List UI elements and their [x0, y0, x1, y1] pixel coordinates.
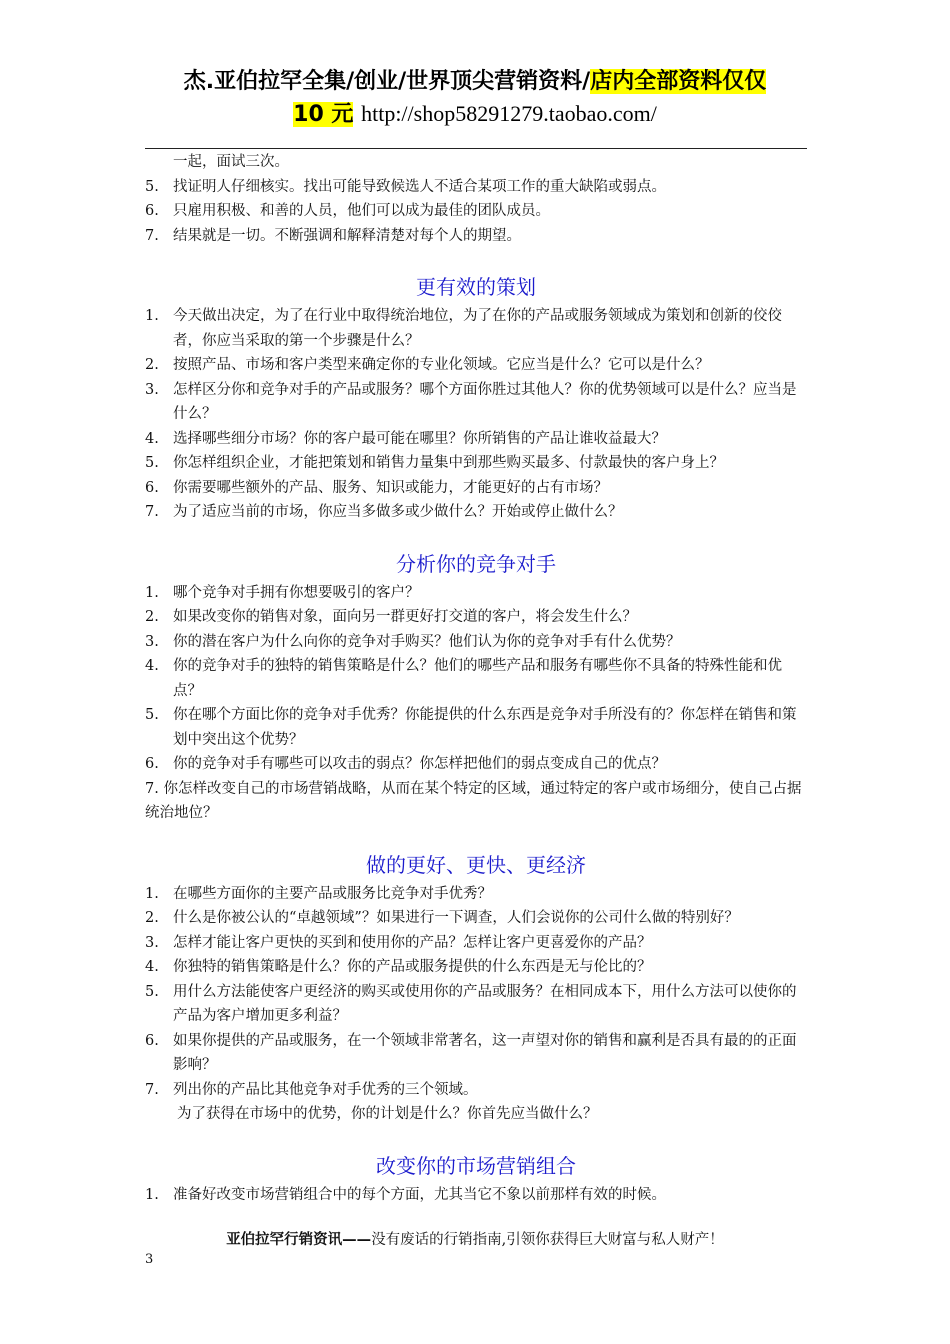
- continued-text: 一起，面试三次。: [173, 154, 289, 170]
- item-number: 4.: [145, 658, 159, 674]
- list-item: [145, 175, 807, 200]
- list-item-paragraph: 7. 你怎样改变自己的市场营销战略，从而在某个特定的区域，通过特定的客户或市场细分，使自己占据统治地位？: [145, 780, 802, 821]
- footer-brand: 亚伯拉罕行销资讯——: [226, 1232, 372, 1248]
- item-text: 你需要哪些额外的产品、服务、知识或能力，才能更好的占有市场？: [173, 479, 608, 496]
- item-number: 4.: [145, 959, 159, 975]
- item-text: 你独特的销售策略是什么？你的产品或服务提供的什么东西是无与伦比的？: [173, 959, 652, 975]
- competitors-list: [145, 581, 807, 826]
- header-title: 杰.亚伯拉罕全集/创业/世界顶尖营销资料/: [183, 69, 591, 94]
- item-text: 按照产品、市场和客户类型来确定你的专业化领域。它应当是什么？它可以是什么？: [173, 357, 710, 373]
- list-item: [145, 304, 807, 353]
- intro-list: [145, 175, 807, 249]
- closing-question: 为了获得在市场中的优势，你的计划是什么？你首先应当做什么？: [177, 1106, 598, 1122]
- item-number: 2.: [145, 609, 159, 625]
- document-body: [145, 150, 807, 1207]
- item-text: 找证明人仔细核实。找出可能导致候选人不适合某项工作的重大缺陷或弱点。: [173, 178, 666, 195]
- list-item: [145, 476, 807, 501]
- item-text: 你的竞争对手的独特的销售策略是什么？他们的哪些产品和服务有哪些你不具备的特殊性能和优点？: [173, 658, 782, 699]
- item-number: 5.: [145, 455, 159, 471]
- list-item: [145, 378, 807, 427]
- item-number: 5.: [145, 178, 159, 195]
- item-text: 你在哪个方面比你的竞争对手优秀？你能提供的什么东西是竞争对手所没有的？你怎样在销售和策划中突出这个优势？: [173, 707, 797, 748]
- page-header: [0, 66, 950, 131]
- header-price: 10 元: [293, 102, 354, 127]
- item-text: 什么是你被公认的“卓越领域”？如果进行一下调查，人们会说你的公司什么做的特别好？: [173, 910, 739, 926]
- header-divider: [145, 148, 807, 149]
- list-item: [145, 581, 807, 606]
- shop-url-link[interactable]: http://shop58291279.taobao.com/: [361, 101, 657, 126]
- section-title-planning: 更有效的策划: [416, 275, 536, 299]
- item-number: 3.: [145, 381, 159, 398]
- item-text: 用什么方法能使客户更经济的购买或使用你的产品或服务？在相同成本下，用什么方法可以使你的产品为客户增加更多利益？: [173, 983, 797, 1024]
- item-number: 1.: [145, 584, 159, 601]
- list-item: [145, 931, 807, 956]
- item-number: 3.: [145, 633, 159, 650]
- item-number: 5.: [145, 983, 159, 1000]
- item-text: 你怎样组织企业，才能把策划和销售力量集中到那些购买最多、付款最快的客户身上？: [173, 455, 724, 471]
- item-number: 7.: [145, 1081, 159, 1098]
- list-item: [145, 980, 807, 1029]
- item-text: 准备好改变市场营销组合中的每个方面，尤其当它不象以前那样有效的时候。: [173, 1186, 666, 1203]
- list-item: [145, 906, 807, 931]
- list-item: [145, 882, 807, 907]
- list-item: [145, 703, 807, 752]
- better-faster-list: [145, 882, 807, 1127]
- list-item: [145, 500, 807, 525]
- item-text: 怎样区分你和竞争对手的产品或服务？哪个方面你胜过其他人？你的优势领域可以是什么？应当是什么？: [173, 381, 797, 422]
- item-text: 在哪些方面你的主要产品或服务比竞争对手优秀？: [173, 885, 492, 902]
- item-number: 4.: [145, 430, 159, 447]
- page-footer: [0, 1228, 950, 1249]
- list-item: [145, 224, 807, 249]
- list-item: [145, 1029, 807, 1078]
- list-item: [145, 752, 807, 777]
- section-title-better-faster: 做的更好、更快、更经济: [366, 852, 586, 877]
- list-item: [145, 427, 807, 452]
- item-text: 你的潜在客户为什么向你的竞争对手购买？他们认为你的竞争对手有什么优势？: [173, 633, 681, 650]
- item-number: 6.: [145, 756, 159, 772]
- item-text: 如果你提供的产品或服务，在一个领域非常著名，这一声望对你的销售和赢利是否具有最的的正面影响？: [173, 1032, 797, 1073]
- item-number: 6.: [145, 479, 159, 496]
- item-number: 6.: [145, 203, 159, 219]
- item-number: 1.: [145, 885, 159, 902]
- item-number: 7.: [145, 227, 159, 244]
- list-item: [145, 654, 807, 703]
- item-text: 哪个竞争对手拥有你想要吸引的客户？: [173, 584, 420, 601]
- item-number: 6.: [145, 1032, 159, 1049]
- item-number: 2.: [145, 910, 159, 926]
- item-text: 你的竞争对手有哪些可以攻击的弱点？你怎样把他们的弱点变成自己的优点？: [173, 756, 666, 772]
- list-item: [145, 605, 807, 630]
- list-item: [145, 1078, 807, 1103]
- marketing-mix-list: [145, 1183, 807, 1208]
- list-item: [145, 630, 807, 655]
- item-text: 选择哪些细分市场？你的客户最可能在哪里？你所销售的产品让谁收益最大？: [173, 430, 666, 447]
- list-item: [145, 353, 807, 378]
- list-item: [145, 451, 807, 476]
- list-item: [145, 1183, 807, 1208]
- item-text: 今天做出决定，为了在行业中取得统治地位，为了在你的产品或服务领域成为策划和创新的佼佼者，你应当采取的第一个步骤是什么？: [173, 308, 782, 349]
- footer-slogan: 没有废话的行销指南,引领你获得巨大财富与私人财产！: [371, 1232, 724, 1248]
- item-number: 1.: [145, 308, 159, 324]
- item-number: 7.: [145, 504, 159, 520]
- item-number: 1.: [145, 1186, 159, 1203]
- header-highlight: 店内全部资料仅仅: [590, 69, 767, 94]
- item-number: 5.: [145, 707, 159, 723]
- list-item: [145, 199, 807, 224]
- item-number: 3.: [145, 934, 159, 951]
- item-text: 只雇用积极、和善的人员，他们可以成为最佳的团队成员。: [173, 203, 550, 219]
- item-number: 2.: [145, 357, 159, 373]
- item-text: 结果就是一切。不断强调和解释清楚对每个人的期望。: [173, 227, 521, 244]
- item-text: 如果改变你的销售对象，面向另一群更好打交道的客户，将会发生什么？: [173, 609, 637, 625]
- planning-list: [145, 304, 807, 525]
- item-text: 为了适应当前的市场，你应当多做多或少做什么？开始或停止做什么？: [173, 504, 623, 520]
- item-text: 列出你的产品比其他竞争对手优秀的三个领域。: [173, 1081, 478, 1098]
- item-text: 怎样才能让客户更快的买到和使用你的产品？怎样让客户更喜爱你的产品？: [173, 934, 652, 951]
- section-title-competitors: 分析你的竞争对手: [396, 551, 556, 576]
- list-item: [145, 955, 807, 980]
- section-title-marketing-mix: 改变你的市场营销组合: [376, 1153, 576, 1178]
- page-number: 3: [145, 1252, 154, 1267]
